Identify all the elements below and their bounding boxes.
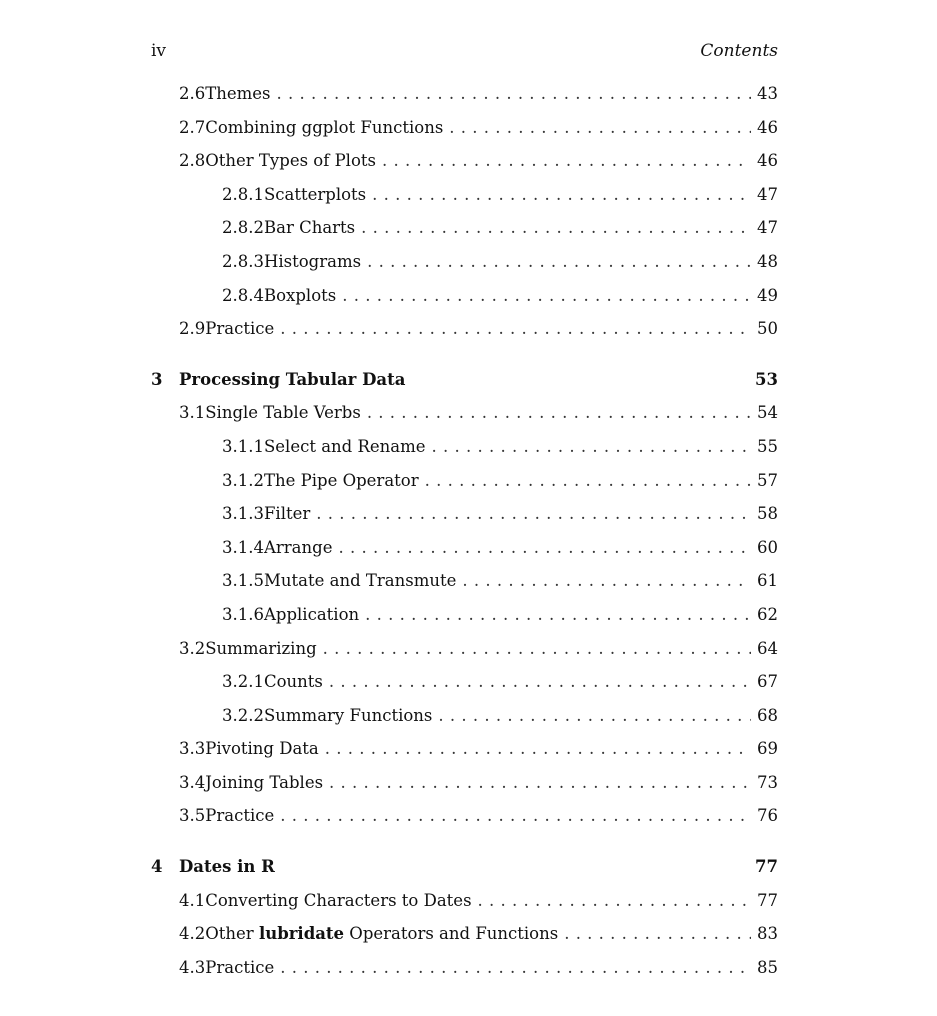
- toc-entry-number: 2.9: [179, 319, 206, 339]
- title-text: Operators and Functions: [344, 924, 559, 944]
- toc-page-number: 53: [755, 369, 778, 389]
- toc-page-number: 47: [757, 218, 778, 238]
- toc-subsection[interactable]: [151, 497, 778, 531]
- toc-entry-number: 3.1.3: [222, 504, 264, 524]
- toc-entry-title: Bar Charts: [263, 218, 356, 238]
- toc-subsection[interactable]: [151, 665, 778, 699]
- toc-section[interactable]: [151, 917, 778, 951]
- toc-entry-title: [205, 917, 558, 951]
- package-name: lubridate: [258, 924, 345, 944]
- toc-entry-title: Themes: [205, 84, 271, 103]
- dot-leader: [280, 799, 751, 833]
- toc-page-number: 46: [757, 151, 778, 171]
- toc-entry-number: 3.1: [179, 403, 206, 423]
- toc-chapter[interactable]: [151, 850, 778, 884]
- toc-entry-number: 2.8.3: [222, 251, 264, 271]
- toc-entry-title: Mutate and Transmute: [263, 571, 457, 591]
- dot-leader: [329, 766, 751, 800]
- toc-entry-title: Converting Characters to Dates: [205, 890, 472, 910]
- toc-page-number: 58: [757, 504, 778, 524]
- toc-entry-title: Practice: [205, 957, 275, 977]
- toc-page-number: 77: [755, 857, 778, 877]
- toc-entry-title: Filter: [263, 504, 311, 524]
- toc-section[interactable]: [151, 732, 778, 766]
- toc-entry-title: Application: [263, 604, 360, 624]
- dot-leader: [316, 497, 751, 531]
- toc-section[interactable]: [151, 396, 778, 430]
- toc-entry-title: Combining ggplot Functions: [205, 117, 444, 137]
- toc-entry-title: Dates in R: [179, 857, 275, 877]
- toc-entry-number: 2.8: [179, 151, 206, 171]
- dot-leader: [365, 598, 751, 632]
- toc-subsection[interactable]: [151, 211, 778, 245]
- dot-leader: [372, 178, 751, 212]
- toc-entry-number: 3.1.4: [222, 537, 264, 557]
- dot-leader: [449, 111, 751, 145]
- toc-entry-title: Processing Tabular Data: [179, 369, 406, 389]
- toc-page-number: 57: [757, 470, 778, 490]
- toc-subsection[interactable]: [151, 699, 778, 733]
- toc-page-number: 49: [757, 285, 778, 305]
- toc-entry-number: 4.1: [179, 890, 206, 910]
- toc-entry-number: 2.8.1: [222, 184, 264, 204]
- toc-entry-title: Other Types of Plots: [205, 151, 376, 171]
- toc-entry-number: 3.2: [179, 638, 206, 658]
- dot-leader: [367, 396, 751, 430]
- dot-leader: [361, 211, 751, 245]
- toc-entry-title: Summarizing: [205, 638, 317, 658]
- toc-entry-number: 3.1.6: [222, 604, 264, 624]
- toc-entry-title: Pivoting Data: [205, 739, 319, 759]
- dot-leader: [382, 144, 751, 178]
- toc-entry-title: The Pipe Operator: [263, 470, 419, 490]
- toc-entry-number: 3.4: [179, 772, 206, 792]
- dot-leader: [432, 430, 751, 464]
- table-of-contents: [151, 77, 778, 984]
- title-text: Other: [205, 924, 259, 944]
- toc-section[interactable]: [151, 632, 778, 666]
- toc-entry-number: 2.8.2: [222, 218, 264, 238]
- toc-chapter[interactable]: [151, 363, 778, 397]
- toc-entry-number: 3: [151, 369, 163, 389]
- toc-page-number: 46: [757, 117, 778, 137]
- toc-entry-number: 3.1.1: [222, 436, 264, 456]
- toc-page-number: 61: [757, 571, 778, 591]
- toc-section[interactable]: [151, 144, 778, 178]
- toc-entry-number: 4.3: [179, 957, 206, 977]
- toc-section[interactable]: [151, 111, 778, 145]
- dot-leader: [329, 665, 751, 699]
- toc-entry-title: Practice: [205, 806, 275, 826]
- toc-page-number: 43: [757, 84, 778, 103]
- dot-leader: [277, 77, 751, 111]
- toc-page-number: 54: [757, 403, 778, 423]
- dot-leader: [478, 884, 751, 918]
- toc-page-number: 48: [757, 251, 778, 271]
- toc-entry-title: Scatterplots: [263, 184, 367, 204]
- dot-leader: [367, 245, 751, 279]
- toc-page-number: 62: [757, 604, 778, 624]
- toc-page-number: 60: [757, 537, 778, 557]
- dot-leader: [564, 917, 751, 951]
- toc-section[interactable]: [151, 77, 778, 111]
- toc-entry-title: Counts: [263, 672, 323, 692]
- toc-page-number: 85: [757, 957, 778, 977]
- toc-page-number: 67: [757, 672, 778, 692]
- running-title: Contents: [700, 41, 778, 61]
- dot-leader: [342, 279, 751, 313]
- dot-leader: [338, 531, 751, 565]
- toc-page-number: 68: [757, 705, 778, 725]
- dot-leader: [462, 564, 751, 598]
- toc-subsection[interactable]: [151, 564, 778, 598]
- toc-entry-number: 3.1.2: [222, 470, 264, 490]
- toc-subsection[interactable]: [151, 430, 778, 464]
- toc-subsection[interactable]: [151, 245, 778, 279]
- toc-entry-number: 3.5: [179, 806, 206, 826]
- toc-entry-number: 4: [151, 857, 163, 877]
- toc-subsection[interactable]: [151, 279, 778, 313]
- toc-entry-number: 3.1.5: [222, 571, 264, 591]
- toc-subsection[interactable]: [151, 531, 778, 565]
- toc-entry-number: 4.2: [179, 924, 206, 944]
- dot-leader: [323, 632, 751, 666]
- toc-page-number: 50: [757, 319, 778, 339]
- toc-page-number: 55: [757, 436, 778, 456]
- toc-subsection[interactable]: [151, 464, 778, 498]
- toc-entry-title: Practice: [205, 319, 275, 339]
- toc-page-number: 69: [757, 739, 778, 759]
- toc-entry-title: Single Table Verbs: [205, 403, 361, 423]
- toc-entry-number: 3.3: [179, 739, 206, 759]
- toc-subsection[interactable]: [151, 598, 778, 632]
- toc-section[interactable]: [151, 766, 778, 800]
- dot-leader: [425, 464, 751, 498]
- toc-entry-title: Select and Rename: [263, 436, 426, 456]
- toc-page-number: 47: [757, 184, 778, 204]
- toc-entry-number: 3.2.1: [222, 672, 264, 692]
- toc-entry-title: Arrange: [263, 537, 333, 557]
- dot-leader: [280, 951, 751, 985]
- page-number: iv: [151, 41, 167, 61]
- toc-page-number: 77: [757, 890, 778, 910]
- toc-subsection[interactable]: [151, 178, 778, 212]
- toc-page-number: 64: [757, 638, 778, 658]
- toc-section[interactable]: [151, 884, 778, 918]
- toc-entry-number: 2.7: [179, 117, 206, 137]
- toc-entry-number: 2.6: [179, 84, 206, 103]
- toc-page-number: 83: [757, 924, 778, 944]
- toc-section[interactable]: [151, 799, 778, 833]
- toc-entry-title: Boxplots: [263, 285, 337, 305]
- toc-entry-title: Summary Functions: [263, 705, 433, 725]
- dot-leader: [438, 699, 751, 733]
- toc-entry-title: Joining Tables: [205, 772, 324, 792]
- toc-page-number: 76: [757, 806, 778, 826]
- toc-section[interactable]: [151, 951, 778, 985]
- toc-entry-title: Histograms: [263, 251, 362, 271]
- dot-leader: [325, 732, 751, 766]
- toc-entry-number: 2.8.4: [222, 285, 264, 305]
- toc-entry-number: 3.2.2: [222, 705, 264, 725]
- toc-section[interactable]: [151, 312, 778, 346]
- toc-page-number: 73: [757, 772, 778, 792]
- dot-leader: [280, 312, 751, 346]
